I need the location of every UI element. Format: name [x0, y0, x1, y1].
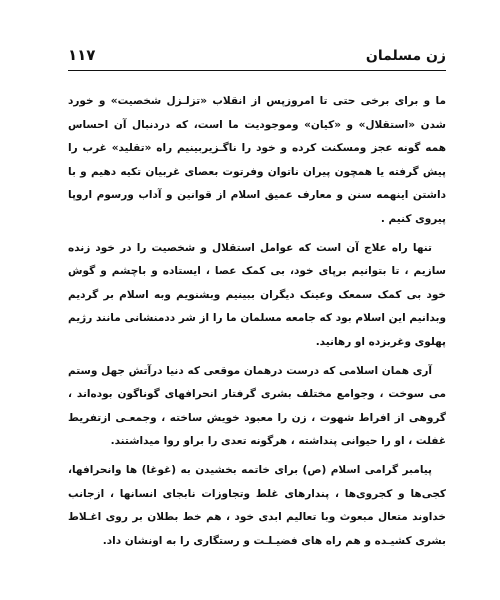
running-title: زن مسلمان	[365, 48, 446, 64]
body-text	[68, 90, 446, 553]
paragraph-1: ما و برای برخی حتی تا امروزپس از انقلاب «تزلـزل شخصیت» و خورد شدن «استقلال» و «کیان» وموجودیت ما است، که دردنبال آن احساس همه گونه عجز ومسکنت کرده و خود را ناگـزیربینیم راه «تقلید» غرب را پیش گرفته یا همچون پیران ناتوان وفرتوت بعصای غربیان تکیه دهیم و با داشتن اینهمه سنن و معارف عمیق اسلام از قوانین و آداب ورسوم اروپا پیروی کنیم .	[68, 95, 446, 225]
paragraph-4: پیامبر گرامی اسلام (ص) برای خاتمه بخشیدن به (غوغا) ها وانحرافها، کجی‌ها و کجروی‌ها ، پندارهای غلط وتجاوزات نابجای انسانها ، ازجانب خداوند متعال مبعوث وبا تعالیم ابدی خود ، هم خط بطلان بر روی اغـلاط بشری کشیـده و هم راه های فضیـلـت و رستگاری را به اونشان داد.	[68, 463, 446, 547]
page-number: ۱۱۷	[68, 46, 96, 64]
paragraph-3: آری همان اسلامی که درست درهمان موقعی که دنیا درآتش جهل وستم می سوخت ، وجوامع مختلف بشری گرفتار انحرافهای گوناگون بوده‌اند ، گروهی از افراط شهوت ، زن را معبود خویش ساخته ، وجمعـی ازتفریط غفلت ، او را حیوانی پنداشته ، هرگونه تعدی را براو روا میداشتند.	[68, 364, 446, 448]
header-rule	[68, 70, 446, 71]
page-header	[68, 44, 446, 70]
paragraph-2: تنها راه علاج آن است که عوامل استقلال و شخصیت را در خود زنده سازیم ، تا بتوانیم برپای خود، بی کمک عصا ، ایستاده و باچشم و گوش خود بی کمک سمعک وعینک دیگران ببینیم وبشنویم وبه اسلام بر گردیم وبدانیم این اسلام بود که جامعه مسلمان ما را از شر ددمنشانی مانند رژیم پهلوی وغربزده او رهانید.	[68, 241, 446, 348]
